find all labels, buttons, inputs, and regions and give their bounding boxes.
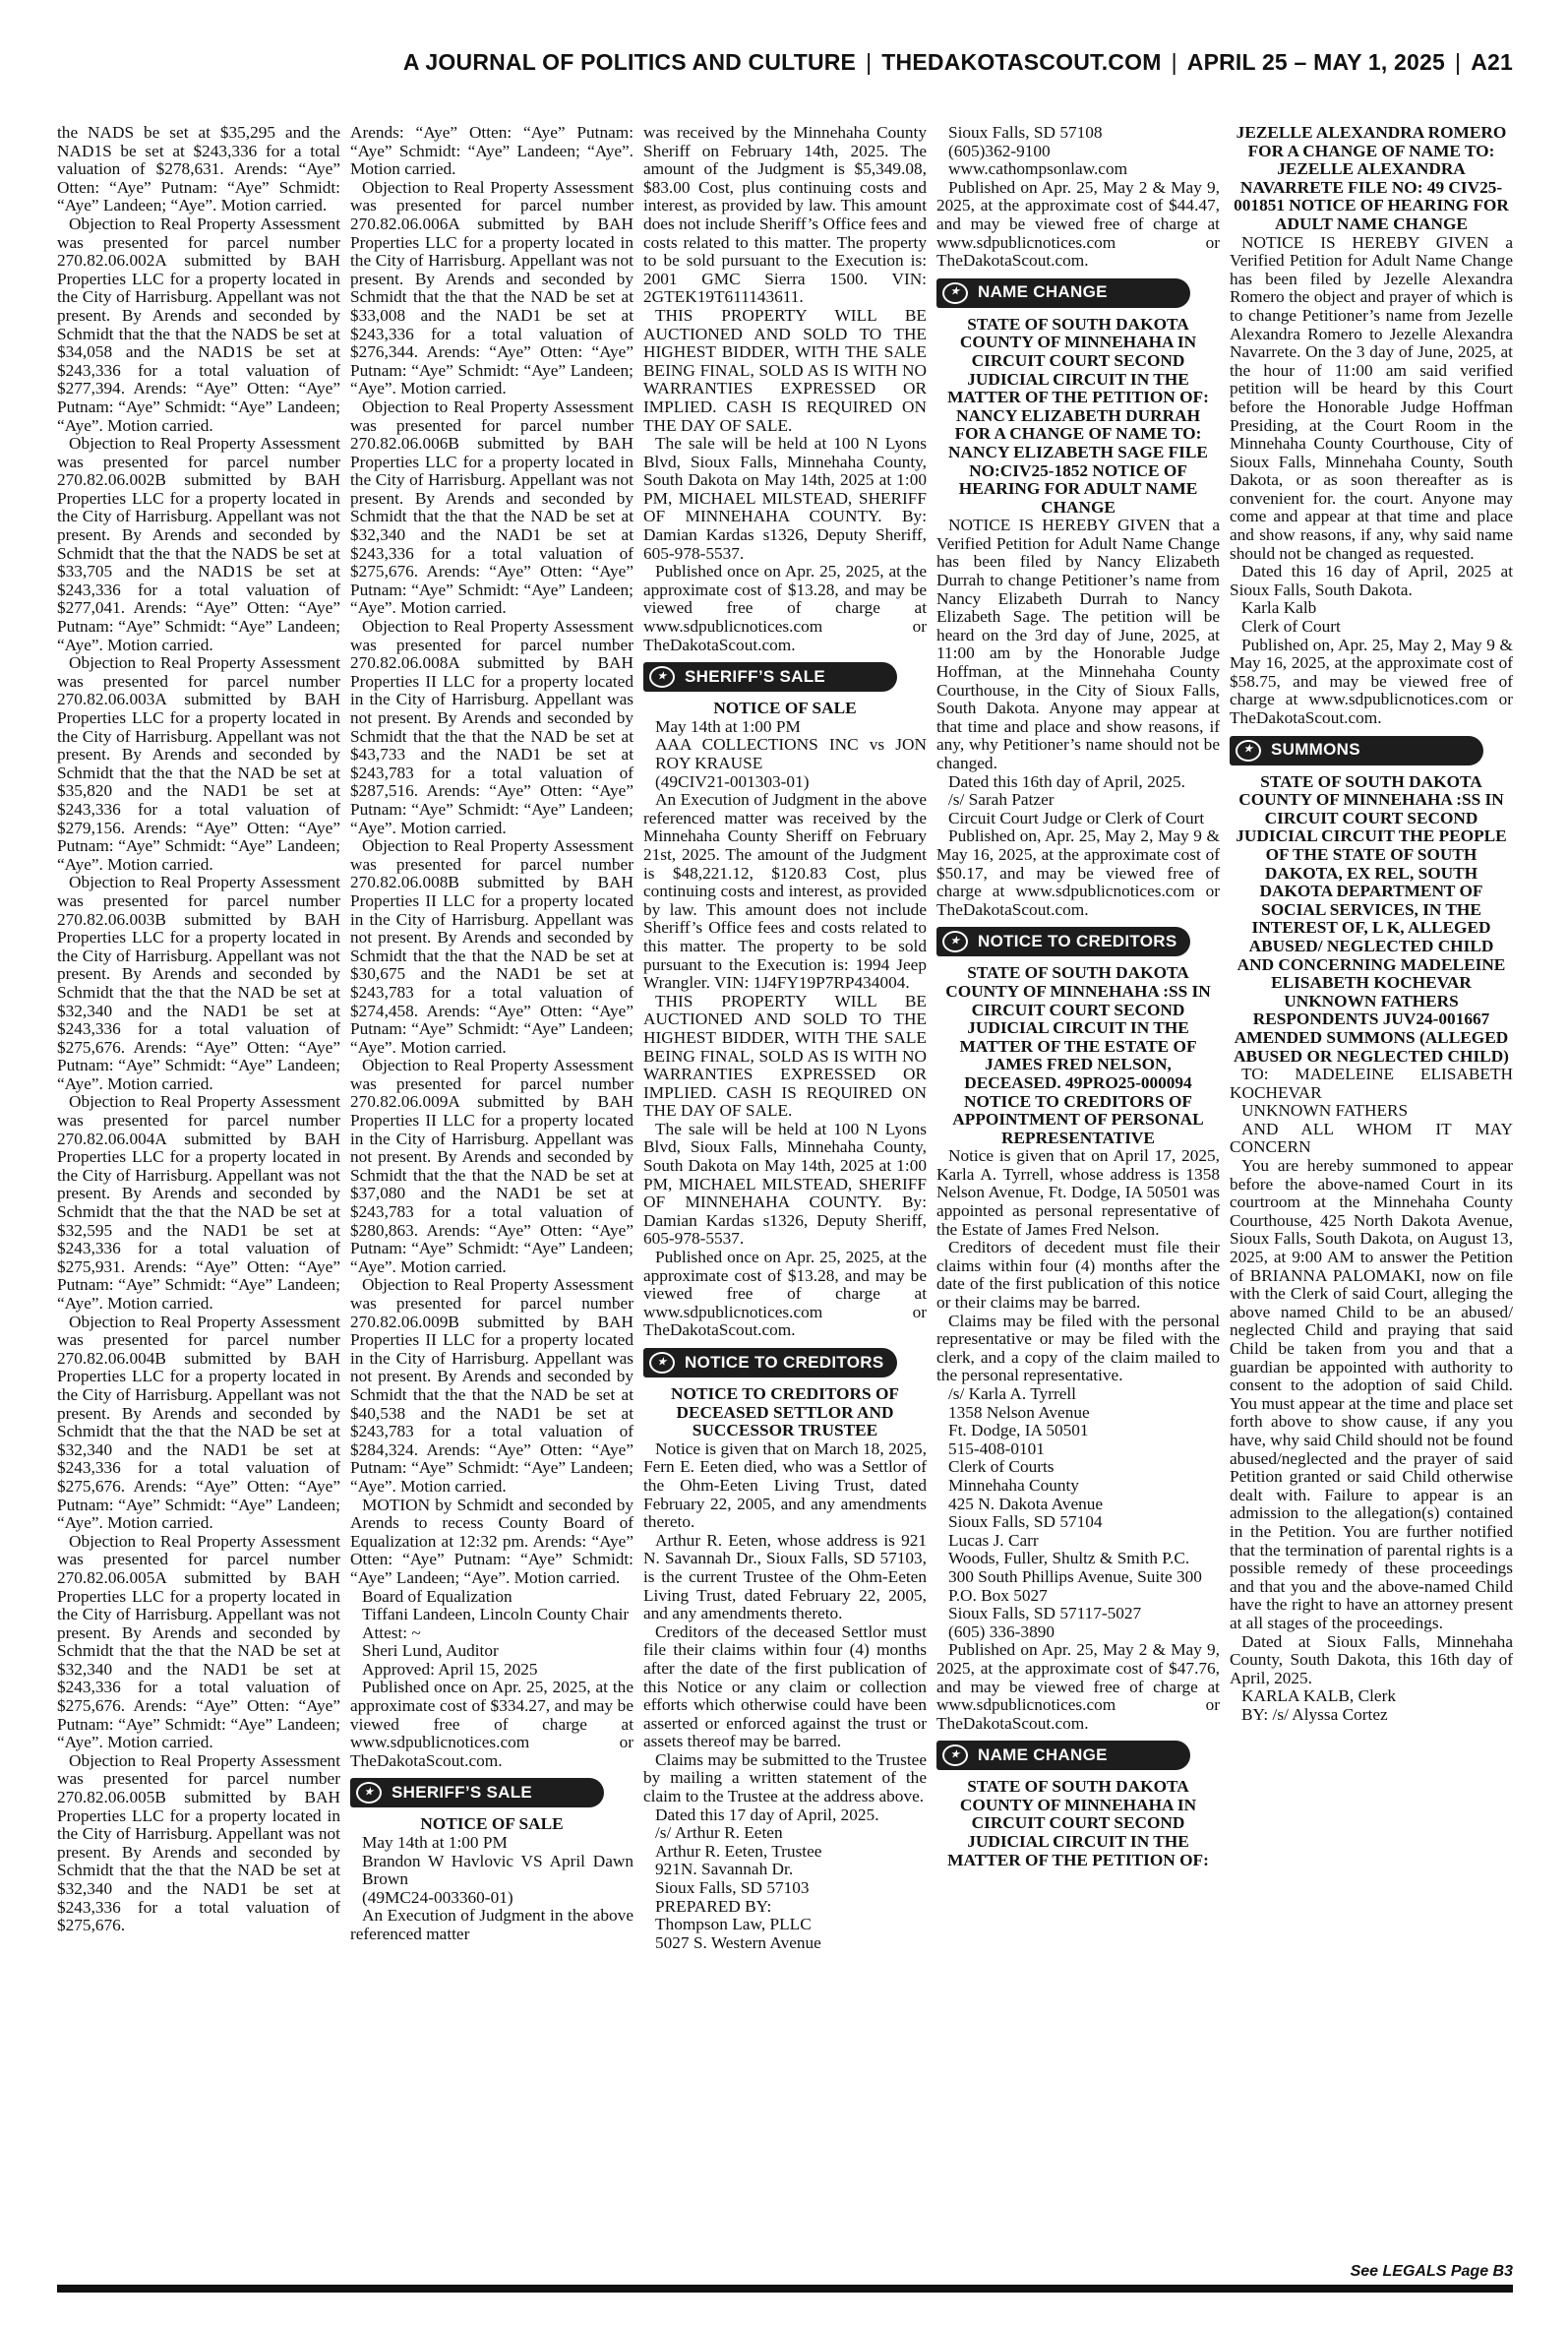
notice-paragraph: Published once on Apr. 25, 2025, at the approximate cost of $13.28, and may be viewed free of charge at www.sdpublicnotices.com or TheDakotaScout.com. (643, 1248, 927, 1340)
section-banner (350, 1778, 604, 1807)
notice-paragraph: Ft. Dodge, IA 50501 (948, 1421, 1089, 1440)
notice-paragraph: 5027 S. Western Avenue (655, 1932, 821, 1952)
notice-paragraph: Objection to Real Property Assessment was presented for parcel number 270.82.06.003B submitted by BAH Properties LLC for a property located in the City of Harrisburg. Appellant was not present. By Arends and seconded by Schmidt that the that the NAD be set at $32,340 and the NAD1 be set at $243,336 for a total valuation of $275,676. Arends: “Aye” Otten: “Aye” Putnam: “Aye” Schmidt: “Aye” Landeen; “Aye”. Motion carried. (57, 873, 340, 1093)
notice-paragraph: the NADS be set at $35,295 and the NAD1S be set at $243,336 for a total valuation of $278,631. Arends: “Aye” Otten: “Aye” Putnam: “Aye” Schmidt: “Aye” Landeen; “Aye”. Motion carried. (57, 124, 340, 215)
section-banner-label: SHERIFF’S SALE (685, 666, 826, 686)
notice-paragraph: THIS PROPERTY WILL BE AUCTIONED AND SOLD TO THE HIGHEST BIDDER, WITH THE SALE BEING FINAL, SOLD AS IS WITH NO WARRANTIES EXPRESSED OR IMPLIED. CASH IS REQUIRED ON THE DAY OF SALE. (643, 305, 927, 435)
notice-paragraph: Objection to Real Property Assessment was presented for parcel number 270.82.06.009B submitted by BAH Properties II LLC for a property located in the City of Harrisburg. Appellant was not present. By Arends and seconded by Schmidt that the that the NAD be set at $40,538 and the NAD1 be set at $243,783 for a total valuation of $284,324. Arends: “Aye” Otten: “Aye” Putnam: “Aye” Schmidt: “Aye” Landeen; “Aye”. Motion carried. (350, 1275, 633, 1496)
notice-paragraph: (49CIV21-001303-01) (655, 771, 810, 791)
notice-paragraph: www.cathompsonlaw.com (948, 159, 1128, 179)
notice-paragraph: Objection to Real Property Assessment was presented for parcel number 270.82.06.002B submitted by BAH Properties LLC for a property located in the City of Harrisburg. Appellant was not present. By Arends and seconded by Schmidt that the that the NADS be set at $33,705 and the NAD1S be set at $243,336 for a total valuation of $277,041. Arends: “Aye” Otten: “Aye” Putnam: “Aye” Schmidt: “Aye” Landeen; “Aye”. Motion carried. (57, 434, 340, 654)
notice-paragraph: Sioux Falls, SD 57104 (948, 1512, 1103, 1532)
notice-paragraph: Sheri Lund, Auditor (362, 1641, 499, 1661)
notice-paragraph: Brandon W Havlovic VS April Dawn Brown (362, 1851, 633, 1889)
notice-paragraph: Circuit Court Judge or Clerk of Court (948, 808, 1205, 827)
notice-heading: STATE OF SOUTH DAKOTA COUNTY OF MINNEHAHA IN CIRCUIT COURT SECOND JUDICIAL CIRCUIT IN THE MATTER OF THE PETITION OF: NANCY ELIZABETH DURRAH FOR A CHANGE OF NAME TO: NANCY ELIZABETH SAGE FILE NO:CIV25-1852 NOTICE OF HEARING FOR ADULT NAME CHANGE (947, 314, 1209, 517)
notice-paragraph: Published on Apr. 25, May 2 & May 9, 2025, at the approximate cost of $47.76, and may be viewed free of charge at www.sdpublicnotices.com or TheDakotaScout.com. (936, 1640, 1220, 1733)
notice-paragraph: 921N. Savannah Dr. (655, 1860, 794, 1879)
notice-paragraph: May 14th at 1:00 PM (655, 716, 801, 736)
notice-paragraph: Objection to Real Property Assessment was presented for parcel number 270.82.06.005A submitted by BAH Properties LLC for a property located in the City of Harrisburg. Appellant was not present. By Arends and seconded by Schmidt that the that the NAD be set at $32,340 and the NAD1 be set at $243,336 for a total valuation of $275,676. Arends: “Aye” Otten: “Aye” Putnam: “Aye” Schmidt: “Aye” Landeen; “Aye”. Motion carried. (57, 1531, 340, 1752)
scout-logo-icon: ★ (1236, 740, 1261, 762)
section-banner (643, 1348, 897, 1377)
see-legals-note: See LEGALS Page B3 (1350, 2263, 1513, 2280)
notice-paragraph: Dated at Sioux Falls, Minnehaha County, South Dakota, this 16th day of April, 2025. (1230, 1631, 1513, 1687)
notice-paragraph: Creditors of the deceased Settlor must file their claims within four (4) months after the date of the first publication of this Notice or any claim or collection efforts which otherwise could have been asserted or enforced against the trust or assets thereof may be barred. (643, 1621, 927, 1751)
notice-paragraph: /s/ Arthur R. Eeten (655, 1823, 783, 1843)
section-banner (643, 662, 897, 692)
site-name[interactable]: THEDAKOTASCOUT.COM (881, 49, 1162, 75)
notice-paragraph: Approved: April 15, 2025 (362, 1659, 538, 1679)
notice-paragraph: Woods, Fuller, Shultz & Smith P.C. (948, 1549, 1190, 1568)
notice-paragraph: Published on Apr. 25, May 2 & May 9, 2025, at the approximate cost of $44.47, and may be viewed free of charge at www.sdpublicnotices.com or TheDakotaScout.com. (936, 177, 1220, 271)
section-banner-label: SUMMONS (1271, 740, 1360, 760)
notice-paragraph: Published once on Apr. 25, 2025, at the approximate cost of $13.28, and may be viewed free of charge at www.sdpublicnotices.com or TheDakotaScout.com. (643, 562, 927, 654)
notice-paragraph: BY: /s/ Alyssa Cortez (1241, 1704, 1388, 1724)
notice-heading: STATE OF SOUTH DAKOTA COUNTY OF MINNEHAHA :SS IN CIRCUIT COURT SECOND JUDICIAL CIRCUIT IN THE MATTER OF THE ESTATE OF JAMES FRED NELSON, DECEASED. 49PRO25-000094 NOTICE TO CREDITORS OF APPOINTMENT OF PERSONAL REPRESENTATIVE (945, 963, 1211, 1147)
journal-tagline: A JOURNAL OF POLITICS AND CULTURE (402, 49, 857, 75)
notice-heading: NOTICE OF SALE (420, 1814, 564, 1834)
notice-paragraph: 1358 Nelson Avenue (948, 1402, 1090, 1422)
notice-paragraph: NOTICE IS HEREBY GIVEN that a Verified Petition for Adult Name Change has been filed by Nancy Elizabeth Durrah to change Petitioner’s name from Nancy Elizabeth Durrah to Nancy Elizabeth Sage. The petition will be heard on the 3rd day of June, 2025, at 11:00 am by the Honorable Judge Hoffman, at the Minnehaha County Courthouse, in the City of Sioux Falls, South Dakota. Anyone may appear at that time and place and show reasons, if any, why Petitioner’s name should not be changed. (936, 516, 1220, 772)
notice-paragraph: Objection to Real Property Assessment was presented for parcel number 270.82.06.008A submitted by BAH Properties II LLC for a property located in the City of Harrisburg. Appellant was not present. By Arends and seconded by Schmidt that the that the NAD be set at $43,733 and the NAD1 be set at $243,783 for a total valuation of $287,516. Arends: “Aye” Otten: “Aye” Putnam: “Aye” Schmidt: “Aye” Landeen; “Aye”. Motion carried. (350, 617, 633, 837)
notice-heading: STATE OF SOUTH DAKOTA COUNTY OF MINNEHAHA IN CIRCUIT COURT SECOND JUDICIAL CIRCUIT IN THE MATTER OF THE PETITION OF: (947, 1777, 1209, 1869)
notice-paragraph: Objection to Real Property Assessment was presented for parcel number 270.82.06.004B submitted by BAH Properties LLC for a property located in the City of Harrisburg. Appellant was not present. By Arends and seconded by Schmidt that the that the NAD be set at $32,340 and the NAD1 be set at $243,336 for a total valuation of $275,676. Arends: “Aye” Otten: “Aye” Putnam: “Aye” Schmidt: “Aye” Landeen; “Aye”. Motion carried. (57, 1312, 340, 1533)
notice-paragraph: Objection to Real Property Assessment was presented for parcel number 270.82.06.006A submitted by BAH Properties LLC for a property located in the City of Harrisburg. Appellant was not present. By Arends and seconded by Schmidt that the that the NAD be set at $33,008 and the NAD1 be set at $243,336 for a total valuation of $276,344. Arends: “Aye” Otten: “Aye” Putnam: “Aye” Schmidt: “Aye” Landeen; “Aye”. Motion carried. (350, 177, 633, 398)
notice-paragraph: May 14th at 1:00 PM (362, 1833, 508, 1853)
page-number: A21 (1471, 49, 1513, 75)
notice-paragraph: Notice is given that on March 18, 2025, Fern E. Eeten died, who was a Settlor of the Ohm-Eeten Living Trust, dated February 22, 2005, and any amendments thereto. (643, 1438, 927, 1532)
column-4 (936, 124, 1220, 2279)
notice-paragraph: Clerk of Courts (948, 1457, 1055, 1477)
notice-paragraph: Sioux Falls, SD 57117-5027 (948, 1604, 1142, 1623)
notice-paragraph: An Execution of Judgment in the above referenced matter was received by the Minnehaha County Sheriff on February 21st, 2025. The amount of the Judgment is $48,221.12, $120.83 Cost, plus continuing costs and interest, as provided by law. This amount does not include Sheriff’s Office fees and costs related to this matter. The property to be sold pursuant to the Execution is: 1994 Jeep Wrangler. VIN: 1J4FY19P7RP434004. (643, 790, 927, 993)
notice-paragraph: Claims may be filed with the personal representative or may be filed with the clerk, and a copy of the claim mailed to the personal representative. (936, 1311, 1220, 1385)
notice-paragraph: Objection to Real Property Assessment was presented for parcel number 270.82.06.009A submitted by BAH Properties II LLC for a property located in the City of Harrisburg. Appellant was not present. By Arends and seconded by Schmidt that the that the NAD be set at $37,080 and the NAD1 be set at $243,783 for a total valuation of $280,863. Arends: “Aye” Otten: “Aye” Putnam: “Aye” Schmidt: “Aye” Landeen; “Aye”. Motion carried. (350, 1056, 633, 1276)
section-banner-label: NAME CHANGE (978, 282, 1108, 302)
notice-paragraph: Attest: ~ (362, 1622, 421, 1642)
notice-paragraph: 300 South Phillips Avenue, Suite 300 (948, 1566, 1202, 1586)
notice-paragraph: MOTION by Schmidt and seconded by Arends to recess County Board of Equalization at 12:32 pm. Arends: “Aye” Otten: “Aye” Putnam: “Aye” Schmidt: “Aye” Landeen; “Aye”. Motion carried. (350, 1495, 633, 1587)
notice-paragraph: Objection to Real Property Assessment was presented for parcel number 270.82.06.003A submitted by BAH Properties LLC for a property located in the City of Harrisburg. Appellant was not present. By Arends and seconded by Schmidt that the that the NAD be set at $35,820 and the NAD1 be set at $243,336 for a total valuation of $279,156. Arends: “Aye” Otten: “Aye” Putnam: “Aye” Schmidt: “Aye” Landeen; “Aye”. Motion carried. (57, 653, 340, 874)
masthead: A JOURNAL OF POLITICS AND CULTURE | THEDAKOTASCOUT.COM | APRIL 25 – MAY 1, 2025 | A21 (402, 49, 1513, 75)
notice-paragraph: Notice is given that on April 17, 2025, Karla A. Tyrrell, whose address is 1358 Nelson Avenue, Ft. Dodge, IA 50501 was appointed as personal representative of the Estate of James Fred Nelson. (936, 1146, 1220, 1239)
notice-paragraph: Published once on Apr. 25, 2025, at the approximate cost of $334.27, and may be viewed free of charge at www.sdpublicnotices.com or TheDakotaScout.com. (350, 1678, 633, 1770)
notice-heading: NOTICE OF SALE (713, 699, 857, 718)
notice-paragraph: Dated this 17 day of April, 2025. (655, 1805, 879, 1824)
scout-logo-icon: ★ (942, 282, 968, 304)
section-banner-label: SHERIFF’S SALE (392, 1783, 533, 1803)
issue-dates: APRIL 25 – MAY 1, 2025 (1186, 49, 1446, 75)
column-1 (57, 124, 340, 2279)
notice-paragraph: UNKNOWN FATHERS (1241, 1101, 1409, 1121)
notice-paragraph: Thompson Law, PLLC (655, 1915, 812, 1934)
column-2 (350, 124, 633, 2279)
section-banner (936, 278, 1190, 308)
section-banner-label: NOTICE TO CREDITORS (685, 1352, 884, 1372)
notice-paragraph: PREPARED BY: (655, 1896, 772, 1916)
column-3 (643, 124, 927, 2279)
scout-logo-icon: ★ (942, 1744, 968, 1766)
notice-paragraph: Objection to Real Property Assessment was presented for parcel number 270.82.06.002A submitted by BAH Properties LLC for a property located in the City of Harrisburg. Appellant was not present. By Arends and seconded by Schmidt that the that the NADS be set at $34,058 and the NAD1S be set at $243,336 for a total valuation of $277,394. Arends: “Aye” Otten: “Aye” Putnam: “Aye” Schmidt: “Aye” Landeen; “Aye”. Motion carried. (57, 214, 340, 435)
section-banner (936, 1741, 1190, 1770)
notice-paragraph: Sioux Falls, SD 57103 (655, 1878, 810, 1898)
notice-paragraph: You are hereby summoned to appear before the above-named Court in its courtroom at the Minnehaha County Courthouse, 425 North Dakota Avenue, Sioux Falls, South Dakota, on August 13, 2025, at 9:00 AM to answer the Petition of BRIANNA PALOMAKI, now on file with the Clerk of said Court, alleging the above named Child to be an abused/ neglected Child and praying that said Child be taken from you and that a guardian be appointed with authority to consent to the adoption of said Child. You must appear at the time and place set forth above to show cause, if any you have, why said Child should not be found abused/neglected and the prayer of said Petition granted or said Child otherwise dealt with. Failure to appear is an admission to the allegation(s) contained in the Petition. You are further notified that the termination of parental rights is a possible remedy of these proceedings and that you and the above-named Child have the right to have an attorney present at all stages of the proceedings. (1230, 1156, 1513, 1632)
notice-paragraph: P.O. Box 5027 (948, 1585, 1048, 1605)
notice-paragraph: Tiffani Landeen, Lincoln County Chair (362, 1605, 630, 1624)
notice-paragraph: Arthur R. Eeten, Trustee (655, 1841, 822, 1861)
notice-paragraph: (605) 336-3890 (948, 1621, 1055, 1641)
notice-paragraph: Lucas J. Carr (948, 1530, 1039, 1550)
notice-paragraph: (605)362-9100 (948, 141, 1051, 160)
notice-paragraph: 425 N. Dakota Avenue (948, 1494, 1104, 1513)
notice-paragraph: The sale will be held at 100 N Lyons Blvd, Sioux Falls, Minnehaha County, South Dakota on May 14th, 2025 at 1:00 PM, MICHAEL MILSTEAD, SHERIFF OF MINNEHAHA COUNTY. By: Damian Kardas s1326, Deputy Sheriff, 605-978-5537. (643, 1119, 927, 1249)
notice-paragraph: Objection to Real Property Assessment was presented for parcel number 270.82.06.005B submitted by BAH Properties LLC for a property located in the City of Harrisburg. Appellant was not present. By Arends and seconded by Schmidt that the that the NAD be set at $32,340 and the NAD1 be set at $243,336 for a total valuation of $275,676. (57, 1750, 340, 1935)
notice-paragraph: Claims may be submitted to the Trustee by mailing a written statement of the claim to the Trustee at the address above. (643, 1749, 927, 1806)
legal-notices-columns (57, 124, 1513, 2279)
notice-paragraph: (49MC24-003360-01) (362, 1887, 513, 1907)
notice-paragraph: Arthur R. Eeten, whose address is 921 N. Savannah Dr., Sioux Falls, SD 57103, is the current Trustee of the Ohm-Eeten Living Trust, dated February 22, 2005, and any amendments thereto. (643, 1530, 927, 1623)
notice-paragraph: Karla Kalb (1241, 598, 1317, 618)
notice-paragraph: 515-408-0101 (948, 1438, 1045, 1458)
notice-paragraph: KARLA KALB, Clerk (1241, 1686, 1396, 1706)
scout-logo-icon: ★ (649, 1352, 675, 1374)
section-banner (1230, 736, 1483, 765)
notice-heading: STATE OF SOUTH DAKOTA COUNTY OF MINNEHAHA :SS IN CIRCUIT COURT SECOND JUDICIAL CIRCUIT THE PEOPLE OF THE STATE OF SOUTH DAKOTA, EX REL, SOUTH DAKOTA DEPARTMENT OF SOCIAL SERVICES, IN THE INTEREST OF, L K, ALLEGED ABUSED/ NEGLECTED CHILD AND CONCERNING MADELEINE ELISABETH KOCHEVAR UNKNOWN FATHERS RESPONDENTS JUV24-001667 AMENDED SUMMONS (ALLEGED ABUSED OR NEGLECTED CHILD) (1234, 771, 1509, 1066)
section-banner-label: NOTICE TO CREDITORS (978, 932, 1177, 951)
notice-paragraph: NOTICE IS HEREBY GIVEN a Verified Petition for Adult Name Change has been filed by Jezelle Alexandra Romero the object and prayer of which is to change Petitioner’s name from Jezelle Alexandra Romero to Jezelle Alexandra Navarrete. On the 3 day of June, 2025, at the hour of 11:00 am said verified petition will be heard by this Court before the Honorable Judge Hoffman Presiding, at the Court Room in the Minnehaha County Courthouse, City of Sioux Falls, Minnehaha County, South Dakota, or as soon thereafter as is convenient for. the court. Anyone may come and appear at that time and place and show reasons, if any, why said name should not be changed as requested. (1230, 232, 1513, 563)
notice-paragraph: Dated this 16 day of April, 2025 at Sioux Falls, South Dakota. (1230, 562, 1513, 599)
notice-paragraph: Objection to Real Property Assessment was presented for parcel number 270.82.06.006B submitted by BAH Properties LLC for a property located in the City of Harrisburg. Appellant was not present. By Arends and seconded by Schmidt that the that the NAD be set at $32,340 and the NAD1 be set at $243,336 for a total valuation of $275,676. Arends: “Aye” Otten: “Aye” Putnam: “Aye” Schmidt: “Aye” Landeen; “Aye”. Motion carried. (350, 397, 633, 618)
notice-paragraph: The sale will be held at 100 N Lyons Blvd, Sioux Falls, Minnehaha County, South Dakota on May 14th, 2025 at 1:00 PM, MICHAEL MILSTEAD, SHERIFF OF MINNEHAHA COUNTY. By: Damian Kardas s1326, Deputy Sheriff, 605-978-5537. (643, 434, 927, 563)
section-banner (936, 927, 1190, 956)
notice-paragraph: /s/ Karla A. Tyrrell (948, 1384, 1076, 1403)
notice-paragraph: An Execution of Judgment in the above referenced matter (350, 1906, 633, 1943)
notice-paragraph: AND ALL WHOM IT MAY CONCERN (1230, 1119, 1513, 1157)
notice-paragraph: Dated this 16th day of April, 2025. (948, 771, 1185, 791)
footer-rule (57, 2285, 1513, 2293)
scout-logo-icon: ★ (649, 666, 675, 688)
notice-paragraph: Minnehaha County (948, 1475, 1079, 1495)
notice-paragraph: Published on, Apr. 25, May 2, May 9 & May 16, 2025, at the approximate cost of $50.17, and may be viewed free of charge at www.sdpublicnotices.com or TheDakotaScout.com. (936, 826, 1220, 919)
notice-paragraph: Objection to Real Property Assessment was presented for parcel number 270.82.06.008B submitted by BAH Properties II LLC for a property located in the City of Harrisburg. Appellant was not present. By Arends and seconded by Schmidt that the that the NAD be set at $30,675 and the NAD1 be set at $243,783 for a total valuation of $274,458. Arends: “Aye” Otten: “Aye” Putnam: “Aye” Schmidt: “Aye” Landeen; “Aye”. Motion carried. (350, 836, 633, 1057)
notice-heading: JEZELLE ALEXANDRA ROMERO FOR A CHANGE OF NAME TO: JEZELLE ALEXANDRA NAVARRETE FILE NO: 49 CIV25-001851 NOTICE OF HEARING FOR ADULT NAME CHANGE (1234, 124, 1509, 233)
notice-paragraph: Sioux Falls, SD 57108 (948, 124, 1103, 142)
notice-heading: NOTICE TO CREDITORS OF DECEASED SETTLOR AND SUCCESSOR TRUSTEE (671, 1384, 899, 1440)
column-5 (1230, 124, 1513, 2279)
notice-paragraph: was received by the Minnehaha County Sheriff on February 14th, 2025. The amount of the Judgment is $5,349.08, $83.00 Cost, plus continuing costs and interest, as provided by law. This amount does not include Sheriff’s Office fees and costs related to this matter. The property to be sold pursuant to the Execution is: 2001 GMC Sierra 1500. VIN: 2GTEK19T611143611. (643, 124, 927, 307)
notice-paragraph: AAA COLLECTIONS INC vs JON ROY KRAUSE (655, 735, 927, 772)
notice-paragraph: Objection to Real Property Assessment was presented for parcel number 270.82.06.004A submitted by BAH Properties LLC for a property located in the City of Harrisburg. Appellant was not present. By Arends and seconded by Schmidt that the that the NAD be set at $32,595 and the NAD1 be set at $243,336 for a total valuation of $275,931. Arends: “Aye” Otten: “Aye” Putnam: “Aye” Schmidt: “Aye” Landeen; “Aye”. Motion carried. (57, 1092, 340, 1313)
notice-paragraph: Board of Equalization (362, 1586, 513, 1606)
notice-paragraph: TO: MADELEINE ELISABETH KOCHEVAR (1230, 1065, 1513, 1102)
scout-logo-icon: ★ (356, 1782, 382, 1804)
notice-paragraph: THIS PROPERTY WILL BE AUCTIONED AND SOLD TO THE HIGHEST BIDDER, WITH THE SALE BEING FINAL, SOLD AS IS WITH NO WARRANTIES EXPRESSED OR IMPLIED. CASH IS REQUIRED ON THE DAY OF SALE. (643, 991, 927, 1121)
section-banner-label: NAME CHANGE (978, 1744, 1108, 1764)
notice-paragraph: Published on, Apr. 25, May 2, May 9 & May 16, 2025, at the approximate cost of $58.75, and may be viewed free of charge at www.sdpublicnotices.com or TheDakotaScout.com. (1230, 635, 1513, 727)
notice-paragraph: Creditors of decedent must file their claims within four (4) months after the date of the first publication of this notice or their claims may be barred. (936, 1238, 1220, 1313)
notice-paragraph: Clerk of Court (1241, 617, 1341, 637)
scout-logo-icon: ★ (942, 931, 968, 952)
notice-paragraph: Arends: “Aye” Otten: “Aye” Putnam: “Aye” Schmidt: “Aye” Landeen; “Aye”. Motion carried. (350, 124, 633, 179)
notice-paragraph: /s/ Sarah Patzer (948, 790, 1055, 810)
